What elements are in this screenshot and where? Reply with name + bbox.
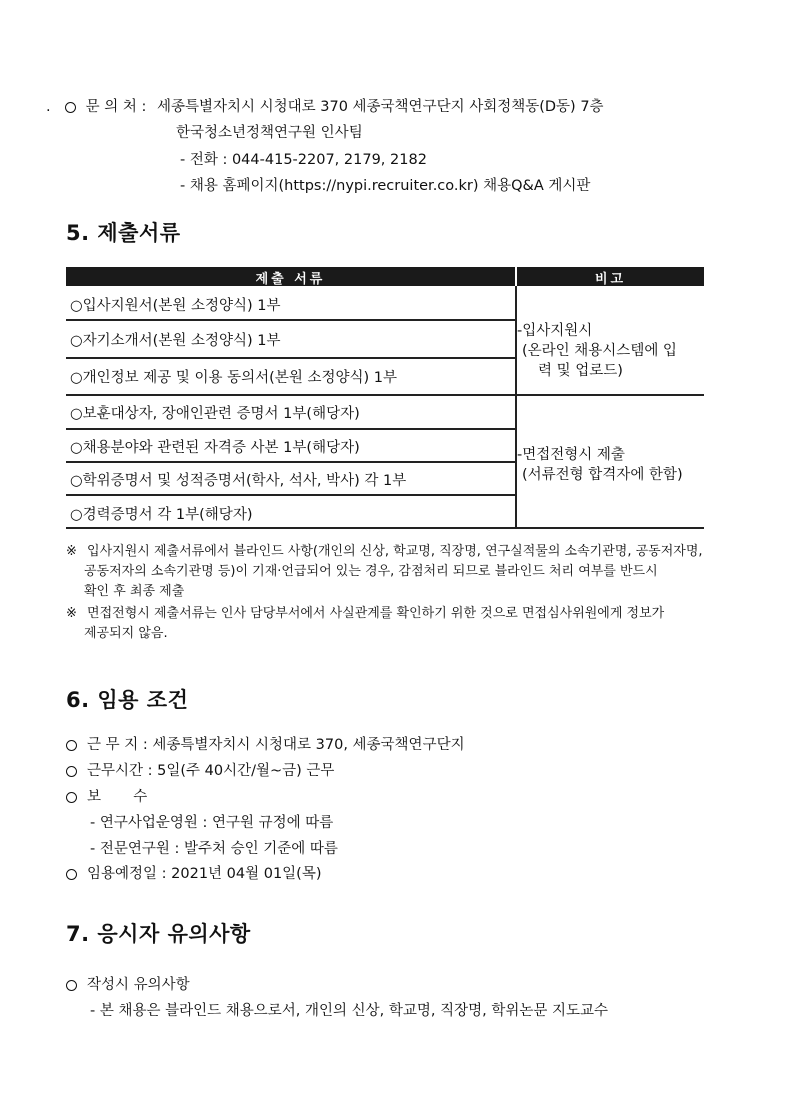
- dot-mark: .: [46, 99, 51, 115]
- condition-text: 근 무 지 : 세종특별자치시 시청대로 370, 세종국책연구단지: [87, 737, 465, 753]
- condition-workplace: [66, 733, 465, 754]
- row-divider: [66, 461, 515, 463]
- note-line: 입사지원시 제출서류에서 블라인드 사항(개인의 신상, 학교명, 직장명, 연구실적물의 소속기관명, 공동저자명,: [87, 544, 703, 559]
- table-row: ○보훈대상자, 장애인관련 증명서 1부(해당자): [70, 406, 360, 422]
- header-documents-label: 제출 서류: [255, 272, 326, 287]
- condition-pay: [66, 785, 147, 806]
- contact-row: [46, 95, 604, 116]
- condition-text: 보 수: [87, 789, 148, 805]
- contact-phone: - 전화 : 044-415-2207, 2179, 2182: [180, 152, 427, 168]
- note-blind: [66, 542, 703, 562]
- condition-text: 근무시간 : 5일(주 40시간/월~금) 근무: [87, 763, 335, 779]
- condition-text: 임용예정일 : 2021년 04월 01일(목): [87, 866, 322, 882]
- pay-sub-item: - 연구사업운영원 : 연구원 규정에 따름: [90, 815, 334, 831]
- note-mark: ※: [66, 544, 77, 559]
- contact-web: - 채용 홈페이지(https://nypi.recruiter.co.kr) 채용Q&A 게시판: [180, 178, 591, 194]
- condition-start-date: [66, 862, 322, 883]
- table-row: ○학위증명서 및 성적증명서(학사, 석사, 박사) 각 1부: [70, 473, 407, 489]
- notice-sub-item: - 본 채용은 블라인드 채용으로서, 개인의 신상, 학교명, 직장명, 학위논문 지도교수: [90, 1003, 608, 1019]
- condition-hours: [66, 759, 334, 780]
- table-row: ○개인정보 제공 및 이용 동의서(본원 소정양식) 1부: [70, 370, 397, 386]
- table-row: ○경력증명서 각 1부(해당자): [70, 507, 253, 523]
- circle-bullet-icon: [66, 980, 77, 991]
- pay-sub-item: - 전문연구원 : 발주처 승인 기준에 따름: [90, 841, 338, 857]
- note-line: 제공되지 않음.: [84, 626, 168, 641]
- circle-bullet-icon: [66, 792, 77, 803]
- remark-interview-detail: (서류전형 합격자에 한함): [522, 467, 683, 483]
- row-divider: [66, 494, 515, 496]
- table-header-documents: [66, 267, 515, 286]
- circle-bullet-icon: [66, 869, 77, 880]
- notice-text: 작성시 유의사항: [87, 977, 190, 993]
- section5-title: 5. 제출서류: [66, 221, 181, 245]
- header-remarks-label: 비고: [594, 272, 627, 287]
- table-bottom-rule: [66, 527, 704, 529]
- contact-label: 문 의 처 :: [85, 99, 147, 115]
- remark-online-detail: (온라인 채용시스템에 입: [522, 343, 677, 359]
- notice-item: [66, 973, 190, 994]
- table-row: ○채용분야와 관련된 자격증 사본 1부(해당자): [70, 440, 360, 456]
- note-mark: ※: [66, 606, 77, 621]
- row-divider: [66, 428, 515, 430]
- remark-online-title: -입사지원시: [517, 323, 593, 339]
- remark-online-detail-2: 력 및 업로드): [538, 363, 623, 379]
- documents-table: [66, 267, 704, 529]
- section6-title: 6. 임용 조건: [66, 688, 189, 712]
- table-row: ○입사지원서(본원 소정양식) 1부: [70, 298, 281, 314]
- section7-title: 7. 응시자 유의사항: [66, 922, 251, 946]
- row-divider: [66, 319, 515, 321]
- contact-org: 한국청소년정책연구원 인사팀: [176, 125, 363, 141]
- note-line: 면접전형시 제출서류는 인사 담당부서에서 사실관계를 확인하기 위한 것으로 면접심사위원에게 정보가: [87, 606, 665, 621]
- remark-interview-title: -면접전형시 제출: [517, 447, 625, 463]
- table-row: ○자기소개서(본원 소정양식) 1부: [70, 333, 281, 349]
- row-divider: [66, 357, 515, 359]
- circle-bullet-icon: [66, 766, 77, 777]
- group-divider: [66, 394, 704, 396]
- table-header-remarks: [517, 267, 704, 286]
- note-line: 공동저자의 소속기관명 등)이 기재·언급되어 있는 경우, 감점처리 되므로 블라인드 처리 여부를 반드시: [84, 564, 658, 579]
- circle-bullet-icon: [65, 102, 76, 113]
- contact-address: 세종특별자치시 시청대로 370 세종국책연구단지 사회정책동(D동) 7층: [156, 99, 604, 115]
- note-line: 확인 후 최종 제출: [84, 584, 185, 599]
- circle-bullet-icon: [66, 740, 77, 751]
- note-interview: [66, 604, 664, 624]
